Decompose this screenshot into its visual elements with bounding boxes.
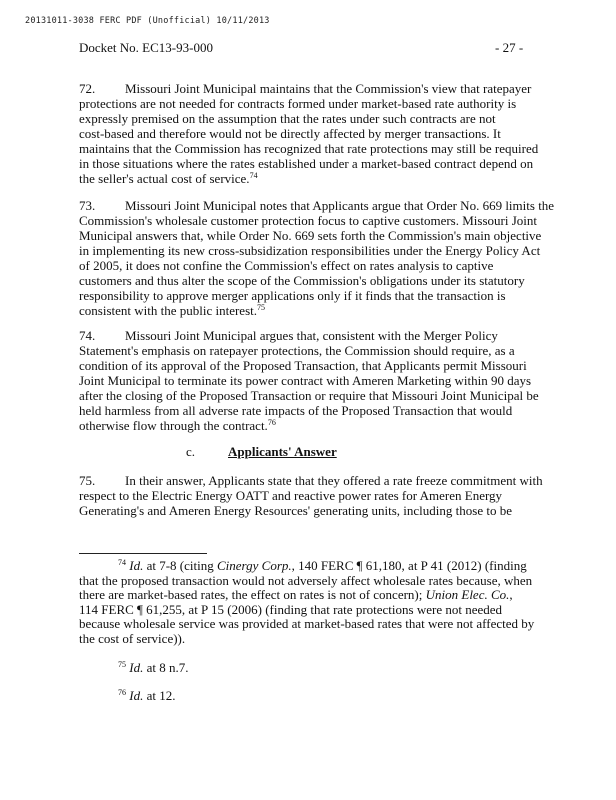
paragraph-line (79, 156, 549, 171)
paragraph-line (79, 81, 549, 96)
case-name: Union Elec. Co. (425, 587, 510, 602)
fn-text: at 8 n.7. (143, 660, 189, 675)
paragraph-text: consistent with the public interest. (79, 303, 257, 318)
paragraph-text: Missouri Joint Municipal notes that Applicants argue that Order No. 669 limits the (125, 198, 555, 213)
paragraph-text: in those situations where the rates established under a market-based contract depend on (79, 156, 534, 171)
id-cite: Id. (129, 558, 144, 573)
paragraph-line (79, 258, 549, 273)
paragraph-72 (79, 81, 549, 186)
fn-text: at 12. (143, 688, 176, 703)
fn-text: that the proposed transaction would not adversely affect wholesale rates because, when (79, 572, 533, 588)
paragraph-text: expressly premised on the assumption that the rates under such contracts are not (79, 111, 496, 126)
paragraph-text: Missouri Joint Municipal argues that, consistent with the Merger Policy (125, 328, 498, 343)
paragraph-text: Municipal answers that, while Order No. 669 sets forth the Commission's main objective (79, 228, 542, 243)
footnote-separator (79, 553, 207, 554)
paragraph-line (79, 213, 549, 228)
footnote-number: 76 (118, 688, 126, 697)
fn-text: there are market-based rates, the effect on rates is not of concern); (79, 587, 426, 602)
paragraph-number: 72. (79, 81, 96, 96)
paragraph-number: 74. (79, 328, 96, 343)
footnote-number: 74 (118, 558, 126, 567)
fn-text: 114 FERC ¶ 61,255, at P 15 (2006) (finding that rate protections were not needed (79, 601, 503, 617)
paragraph-line (79, 243, 549, 258)
paragraph-text: of 2005, it does not confine the Commission's effect on rates analysis to captive (79, 258, 494, 273)
footnote-reference[interactable]: 75 (257, 303, 265, 312)
paragraph-number: 73. (79, 198, 96, 213)
paragraph-line (79, 473, 549, 488)
paragraph-line (79, 198, 555, 213)
paragraph-line (79, 418, 549, 433)
fn-text: because wholesale service was provided at market-based rates that were not affected by (79, 616, 535, 631)
paragraph-line (79, 228, 549, 243)
paragraph-number: 75. (79, 473, 96, 488)
paragraph-text: cost-based and therefore would not be directly affected by merger transactions. It (79, 126, 501, 141)
paragraph-line (79, 171, 549, 186)
paragraph-text: after the closing of the Proposed Transaction or require that Missouri Joint Municipal be (79, 388, 539, 403)
paragraph-line (79, 388, 549, 403)
paragraph-75 (79, 473, 549, 518)
footnote-reference[interactable]: 74 (249, 171, 258, 180)
paragraph-text: Joint Municipal to terminate its power contract with Ameren Marketing within 90 days (79, 373, 532, 388)
paragraph-text: Generating's and Ameren Energy Resources' generating units, including those to be (79, 503, 512, 518)
footnote-number: 75 (118, 660, 126, 669)
docket-number: Docket No. EC13-93-000 (79, 40, 213, 55)
paragraph-line (79, 96, 549, 111)
footnote-75 (79, 661, 549, 676)
paragraph-line (79, 403, 549, 418)
paragraph-line (79, 503, 549, 518)
paragraph-text: Missouri Joint Municipal maintains that the Commission's view that ratepayer (125, 81, 532, 96)
id-cite: Id. (129, 688, 144, 703)
paragraph-line (79, 343, 549, 358)
paragraph-text: otherwise flow through the contract. (79, 418, 268, 433)
paragraph-text: maintains that the Commission has recognized that rate protections may still be required (79, 141, 539, 156)
fn-text: at 7-8 (citing (143, 558, 217, 573)
paragraph-line (79, 303, 549, 318)
paragraph-text: customers and thus alter the scope of the Commission's obligations under its statutory (79, 273, 525, 288)
paragraph-line (79, 141, 549, 156)
filing-stamp: 20131011-3038 FERC PDF (Unofficial) 10/11/2013 (25, 16, 270, 26)
paragraph-line (79, 288, 549, 303)
paragraph-line (79, 358, 549, 373)
case-name: Cinergy Corp. (217, 558, 292, 573)
fn-text: , 140 FERC ¶ 61,180, at P 41 (2012) (finding (291, 558, 527, 573)
paragraph-line (79, 126, 549, 141)
paragraph-text: responsibility to approve merger applications only if it finds that the transaction is (79, 288, 506, 303)
fn-text: the cost of service)). (79, 630, 186, 646)
paragraph-text: respect to the Electric Energy OATT and reactive power rates for Ameren Energy (79, 488, 503, 503)
id-cite: Id. (129, 660, 144, 675)
paragraph-text: held harmless from all adverse rate impacts of the Proposed Transaction that would (79, 403, 513, 418)
paragraph-text: Statement's emphasis on ratepayer protections, the Commission should require, as a (79, 343, 515, 358)
paragraph-74 (79, 328, 549, 433)
section-letter: c. (186, 444, 196, 459)
fn-text: , (509, 587, 513, 602)
section-title: Applicants' Answer (228, 444, 337, 459)
paragraph-line (79, 373, 549, 388)
paragraph-line (79, 328, 549, 343)
paragraph-text: condition of its approval of the Proposed Transaction, that Applicants permit Missouri (79, 358, 527, 373)
paragraph-line (79, 488, 549, 503)
paragraph-text: in implementing its new cross-subsidization responsibilities under the Energy Policy Act (79, 243, 541, 258)
page-number: - 27 - (495, 40, 524, 55)
paragraph-text: protections are not needed for contracts formed under market-based rate authority is (79, 96, 517, 111)
paragraph-73 (79, 198, 555, 318)
footnote-reference[interactable]: 76 (267, 418, 276, 427)
footnote-74 (79, 559, 549, 646)
paragraph-line (79, 273, 549, 288)
paragraph-text: In their answer, Applicants state that they offered a rate freeze commitment with (125, 473, 543, 488)
paragraph-line (79, 111, 549, 126)
paragraph-text: the seller's actual cost of service. (79, 171, 250, 186)
paragraph-text: Commission's wholesale customer protection focus to captive customers. Missouri Joint (79, 213, 538, 228)
footnote-76 (79, 689, 549, 704)
